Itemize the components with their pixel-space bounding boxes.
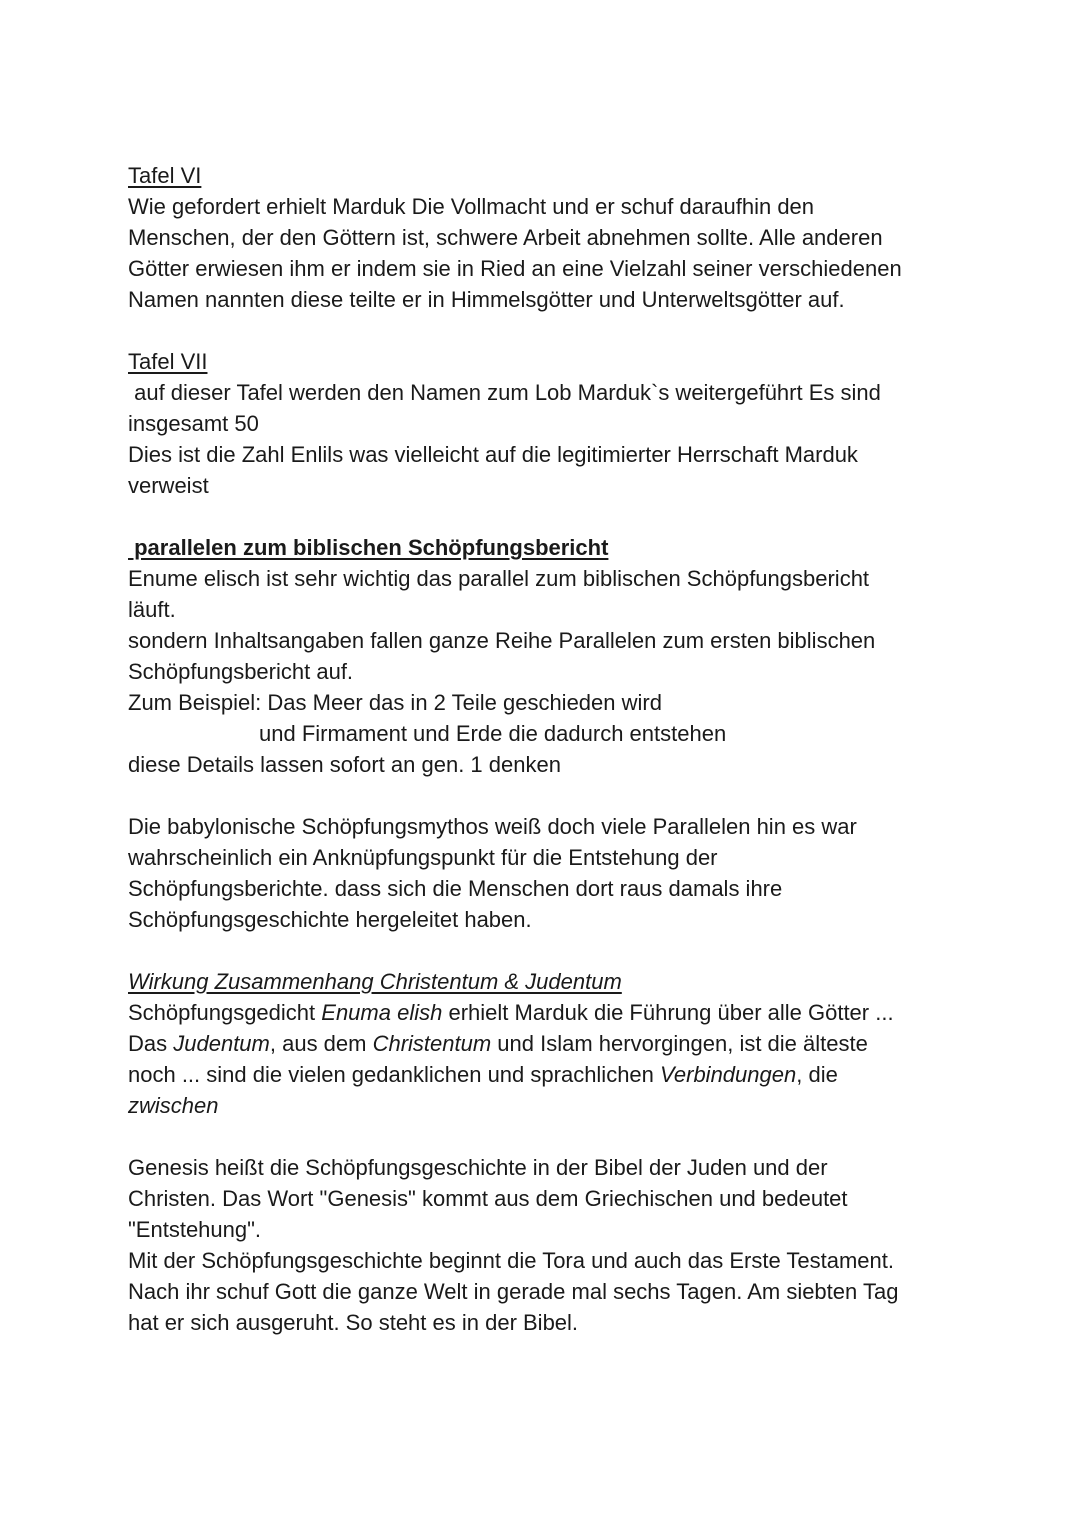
tafel-vi-line: Menschen, der den Göttern ist, schwere Arbeit abnehmen sollte. Alle anderen [128,225,883,250]
babylon-line: wahrscheinlich ein Anknüpfungspunkt für die Entstehung der [128,845,718,870]
wirkung-line [128,1028,868,1059]
genesis-line: Genesis heißt die Schöpfungsgeschichte in der Bibel der Juden und der [128,1155,828,1180]
genesis-line: "Entstehung". [128,1217,262,1242]
tafel-vi-line: Namen nannten diese teilte er in Himmelsgötter und Unterweltsgötter auf. [128,287,845,312]
genesis-line: hat er sich ausgeruht. So steht es in der Bibel. [128,1310,579,1335]
text-span-italic: Verbindungen [660,1062,797,1087]
tafel-vii-heading: Tafel VII [128,349,208,374]
parallelen-line: Zum Beispiel: Das Meer das in 2 Teile geschieden wird [128,690,662,715]
parallelen-line: diese Details lassen sofort an gen. 1 denken [128,752,561,777]
parallelen-line: sondern Inhaltsangaben fallen ganze Reihe Parallelen zum ersten biblischen [128,628,876,653]
wirkung-heading: Wirkung Zusammenhang Christentum & Judentum [128,969,622,994]
babylon-line: Die babylonische Schöpfungsmythos weiß doch viele Parallelen hin es war [128,814,857,839]
tafel-vii-line: Dies ist die Zahl Enlils was vielleicht auf die legitimierter Herrschaft Marduk [128,442,858,467]
parallelen-heading: parallelen zum biblischen Schöpfungsbericht [128,535,609,560]
tafel-vi-line: Wie gefordert erhielt Marduk Die Vollmacht und er schuf daraufhin den [128,194,815,219]
wirkung-line: zwischen [128,1093,219,1118]
text-span: noch ... sind die vielen gedanklichen und sprachlichen [128,1062,661,1087]
parallelen-line-indented: und Firmament und Erde die dadurch entstehen [259,721,727,746]
tafel-vii-line: verweist [128,473,209,498]
tafel-vii-line: auf dieser Tafel werden den Namen zum Lob Marduk`s weitergeführt Es sind [128,380,881,405]
text-span: erhielt Marduk die Führung über alle Götter ... [442,1000,894,1025]
tafel-vii-line: insgesamt 50 [128,411,259,436]
wirkung-line [128,1059,838,1090]
text-span: , die [796,1062,838,1087]
text-span-italic: Judentum [173,1031,270,1056]
tafel-vi-line: Götter erwiesen ihm er indem sie in Ried an eine Vielzahl seiner verschiedenen [128,256,902,281]
parallelen-line: läuft. [128,597,176,622]
babylon-line: Schöpfungsberichte. dass sich die Menschen dort raus damals ihre [128,876,783,901]
genesis-line: Nach ihr schuf Gott die ganze Welt in gerade mal sechs Tagen. Am siebten Tag [128,1279,899,1304]
genesis-line: Christen. Das Wort "Genesis" kommt aus dem Griechischen und bedeutet [128,1186,848,1211]
text-span: und Islam hervorgingen, ist die älteste [491,1031,868,1056]
text-span: , aus dem [269,1031,373,1056]
text-span: Das [128,1031,174,1056]
parallelen-line: Enume elisch ist sehr wichtig das parallel zum biblischen Schöpfungsbericht [128,566,870,591]
genesis-line: Mit der Schöpfungsgeschichte beginnt die Tora und auch das Erste Testament. [128,1248,894,1273]
text-span: Schöpfungsgedicht [128,1000,322,1025]
text-span-italic: Christentum [372,1031,492,1056]
babylon-line: Schöpfungsgeschichte hergeleitet haben. [128,907,532,932]
text-span-italic: Enuma elish [321,1000,443,1025]
tafel-vi-heading: Tafel VI [128,163,202,188]
wirkung-line [128,997,894,1028]
parallelen-line: Schöpfungsbericht auf. [128,659,354,684]
